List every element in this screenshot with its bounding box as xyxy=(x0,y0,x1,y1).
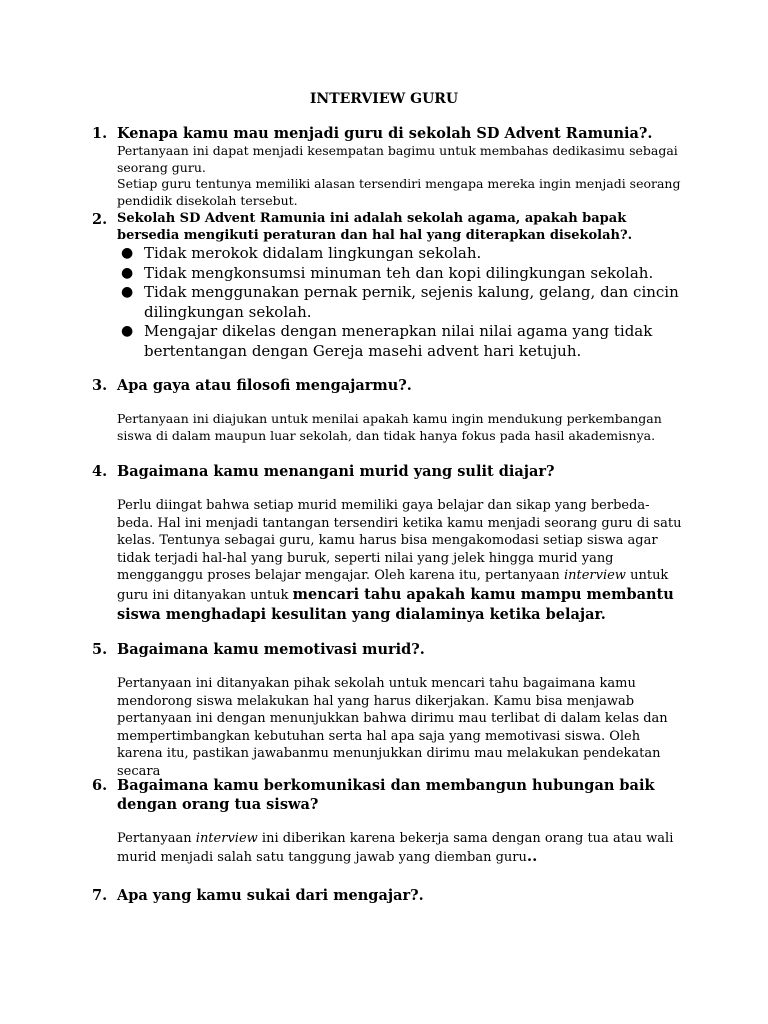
question-text: Bagaimana kamu berkomunikasi dan membangun hubungan baik dengan orang tua siswa? xyxy=(117,777,655,813)
question-text: Sekolah SD Advent Ramunia ini adalah sekolah agama, apakah bapak bersedia mengikuti peraturan dan hal hal yang diterapkan disekolah?. xyxy=(117,211,633,243)
list-item: ● Tidak menggunakan pernak pernik, sejenis kalung, gelang, dan cincin dilingkungan sekolah. xyxy=(121,283,679,321)
paragraph: Pertanyaan interview ini diberikan karena bekerja sama dengan orang tua atau wali murid menjadi salah satu tanggung jawab yang diemban guru.. xyxy=(117,831,674,865)
bullet-icon: ● xyxy=(121,245,134,261)
paragraph: Pertanyaan ini ditanyakan pihak sekolah untuk mencari tahu bagaimana kamu mendorong siswa melakukan hal yang harus dikerjakan. Kamu bisa menjawab pertanyaan ini dengan menunjukkan bahwa dirimu mau terlibat di dalam kelas dan mempertimbangkan kebutuhan serta hal apa saja yang memotivasi siswa. Oleh karena itu, pastikan jawabanmu menunjukkan dirimu mau melakukan pendekatan secara xyxy=(117,676,668,779)
list-item: ● Tidak mengkonsumsi minuman teh dan kopi dilingkungan sekolah. xyxy=(121,263,654,282)
question-5 xyxy=(92,640,682,780)
rules-list xyxy=(117,244,682,361)
bullet-icon: ● xyxy=(121,284,134,300)
bullet-icon: ● xyxy=(121,323,134,339)
question-3 xyxy=(92,376,682,444)
question-number: 2. xyxy=(92,211,108,228)
bullet-icon: ● xyxy=(121,264,134,281)
question-2 xyxy=(92,210,682,361)
question-number: 1. xyxy=(92,125,108,142)
list-item: ● Mengajar dikelas dengan menerapkan nilai nilai agama yang tidak bertentangan dengan Gereja masehi advent hari ketujuh. xyxy=(121,322,653,360)
question-number: 5. xyxy=(92,641,108,658)
paragraph: Setiap guru tentunya memiliki alasan tersendiri mengapa mereka ingin menjadi seorang pendidik disekolah tersebut. xyxy=(117,176,681,208)
question-text: Kenapa kamu mau menjadi guru di sekolah SD Advent Ramunia?. xyxy=(117,125,653,142)
question-text: Apa yang kamu sukai dari mengajar?. xyxy=(117,887,424,904)
question-number: 3. xyxy=(92,377,108,394)
list-item: ● Tidak merokok didalam lingkungan sekolah. xyxy=(121,244,482,262)
question-text: Apa gaya atau filosofi mengajarmu?. xyxy=(117,377,412,394)
question-6 xyxy=(92,776,682,866)
question-number: 4. xyxy=(92,463,108,480)
question-1 xyxy=(92,124,682,209)
paragraph: Perlu diingat bahwa setiap murid memiliki gaya belajar dan sikap yang berbeda-beda. Hal ini menjadi tantangan tersendiri ketika kamu menjadi seorang guru di satu kelas. Tentunya sebagai guru, kamu harus bisa mengakomodasi setiap siswa agar tidak terjadi hal-hal yang buruk, seperti nilai yang jelek hingga murid yang mengganggu proses belajar mengajar. Oleh karena itu, pertanyaan interview untuk guru ini ditanyakan untuk mencari tahu apakah kamu mampu membantu siswa menghadapi kesulitan yang dialaminya ketika belajar. xyxy=(117,498,682,623)
question-number: 6. xyxy=(92,777,108,794)
document-title: INTERVIEW GURU xyxy=(309,91,459,107)
question-4 xyxy=(92,462,682,625)
question-number: 7. xyxy=(92,887,108,904)
question-text: Bagaimana kamu menangani murid yang sulit diajar? xyxy=(117,463,555,480)
paragraph: Pertanyaan ini diajukan untuk menilai apakah kamu ingin mendukung perkembangan siswa di dalam maupun luar sekolah, dan tidak hanya fokus pada hasil akademisnya. xyxy=(117,411,662,443)
question-7 xyxy=(92,886,682,905)
question-text: Bagaimana kamu memotivasi murid?. xyxy=(117,641,425,658)
paragraph: Pertanyaan ini dapat menjadi kesempatan bagimu untuk membahas dedikasimu sebagai seorang guru. xyxy=(117,143,678,175)
